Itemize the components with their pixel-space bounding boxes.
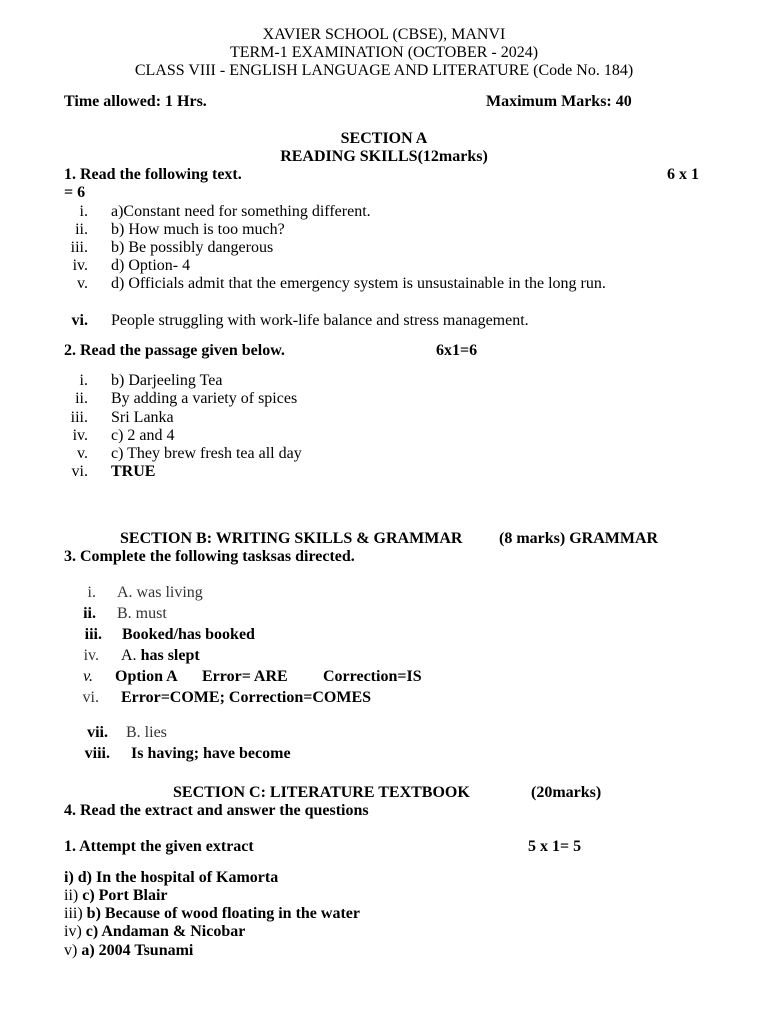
section-c-title: SECTION C: LITERATURE TEXTBOOK: [173, 784, 470, 801]
q3-answer-bold: has slept: [140, 647, 200, 664]
q4-answer-num: iii): [64, 905, 83, 922]
q4-sub-prompt: 1. Attempt the given extract: [64, 838, 254, 855]
school-name: XAVIER SCHOOL (CBSE), MANVI: [262, 26, 506, 43]
q3-answer-num: v.: [83, 668, 93, 685]
q1-answer: b) Be possibly dangerous: [111, 239, 274, 256]
q1-answer-num: ii.: [75, 221, 88, 238]
q1-answer: b) How much is too much?: [111, 221, 285, 238]
q3-answer-num: ii.: [83, 605, 96, 622]
q2-answer: By adding a variety of spices: [111, 390, 298, 407]
q3-answer-num: iv.: [83, 647, 99, 664]
time-allowed: Time allowed: 1 Hrs.: [64, 93, 207, 110]
q2-answer: Sri Lanka: [111, 409, 174, 426]
q3-answer: A. was living: [117, 584, 203, 601]
q4-answer: [64, 887, 168, 905]
q2-answer: b) Darjeeling Tea: [111, 372, 223, 389]
q2-answer-num: ii.: [75, 390, 88, 407]
section-b-marks: (8 marks) GRAMMAR: [499, 530, 659, 547]
section-c-marks: (20marks): [531, 784, 602, 801]
section-a-title: SECTION A: [340, 130, 428, 147]
q1-answer-num: i.: [79, 203, 88, 220]
q4-prompt: 4. Read the extract and answer the questions: [64, 802, 369, 819]
q4-answer-num: ii): [64, 887, 79, 904]
q4-answer-num: iv): [64, 923, 82, 940]
q4-answer-text: c) Andaman & Nicobar: [85, 923, 246, 940]
class-subject: CLASS VIII - ENGLISH LANGUAGE AND LITERATURE (Code No. 184): [134, 62, 634, 79]
q1-marks: 6 x 1: [667, 166, 699, 183]
q3-answer: B. must: [117, 605, 167, 622]
q3-answer-num: vii.: [87, 724, 108, 741]
q2-marks: 6x1=6: [436, 342, 478, 359]
q2-answer-num: i.: [79, 372, 88, 389]
q3-prompt: 3. Complete the following tasksas directed.: [64, 548, 355, 565]
q2-answer-num: v.: [77, 445, 88, 462]
q1-marks-cont: = 6: [64, 184, 86, 201]
q1-answer-num: iv.: [72, 257, 88, 274]
q1-answer-num: iii.: [70, 239, 88, 256]
q2-prompt: 2. Read the passage given below.: [64, 342, 285, 359]
q4-answer-text: d) In the hospital of Kamorta: [77, 869, 279, 886]
q3-answer: Option A: [115, 668, 178, 685]
q3-answer: B. lies: [126, 724, 167, 741]
q4-answer-text: b) Because of wood floating in the water: [86, 905, 360, 922]
q1-answer: People struggling with work-life balance and stress management.: [111, 312, 529, 329]
q3-answer-num: vi.: [82, 689, 99, 706]
max-marks: Maximum Marks: 40: [486, 93, 632, 110]
q2-answer-num: iii.: [70, 409, 88, 426]
q2-answer-num: vi.: [71, 463, 88, 480]
q4-answer: [64, 869, 278, 887]
q2-answer: c) They brew fresh tea all day: [111, 445, 302, 462]
q1-answer: d) Officials admit that the emergency system is unsustainable in the long run.: [111, 275, 606, 292]
q4-answer-num: v): [64, 942, 78, 959]
q4-answer: [64, 905, 360, 923]
q3-correction: Correction=IS: [323, 668, 422, 685]
q3-answer-prefix: A.: [121, 647, 141, 664]
q1-answer-num: v.: [77, 275, 88, 292]
exam-title: TERM-1 EXAMINATION (OCTOBER - 2024): [229, 44, 539, 61]
section-b-title: SECTION B: WRITING SKILLS & GRAMMAR: [120, 530, 463, 547]
q3-answer-num: iii.: [84, 626, 102, 643]
q1-prompt: 1. Read the following text.: [64, 166, 242, 183]
q3-answer-num: i.: [87, 584, 96, 601]
q3-answer-num: viii.: [84, 745, 110, 762]
q4-sub-marks: 5 x 1= 5: [528, 838, 582, 855]
q4-answer-text: a) 2004 Tsunami: [81, 942, 194, 959]
q2-answer: c) 2 and 4: [111, 427, 175, 444]
q4-answer: [64, 923, 245, 941]
q3-answer: [121, 647, 200, 665]
q3-error: Error= ARE: [202, 668, 288, 685]
q1-answer-num: vi.: [71, 312, 88, 329]
q1-answer: d) Option- 4: [111, 257, 191, 274]
q2-answer-num: iv.: [72, 427, 88, 444]
q2-answer: TRUE: [111, 463, 156, 480]
section-a-subtitle: READING SKILLS(12marks): [280, 148, 488, 165]
q4-answer-num: i): [64, 869, 74, 886]
q4-answer: [64, 942, 193, 960]
q3-answer: Booked/has booked: [122, 626, 255, 643]
q1-answer: a)Constant need for something different.: [111, 203, 371, 220]
q3-answer: Error=COME; Correction=COMES: [121, 689, 372, 706]
q3-answer: Is having; have become: [131, 745, 291, 762]
q4-answer-text: c) Port Blair: [82, 887, 168, 904]
